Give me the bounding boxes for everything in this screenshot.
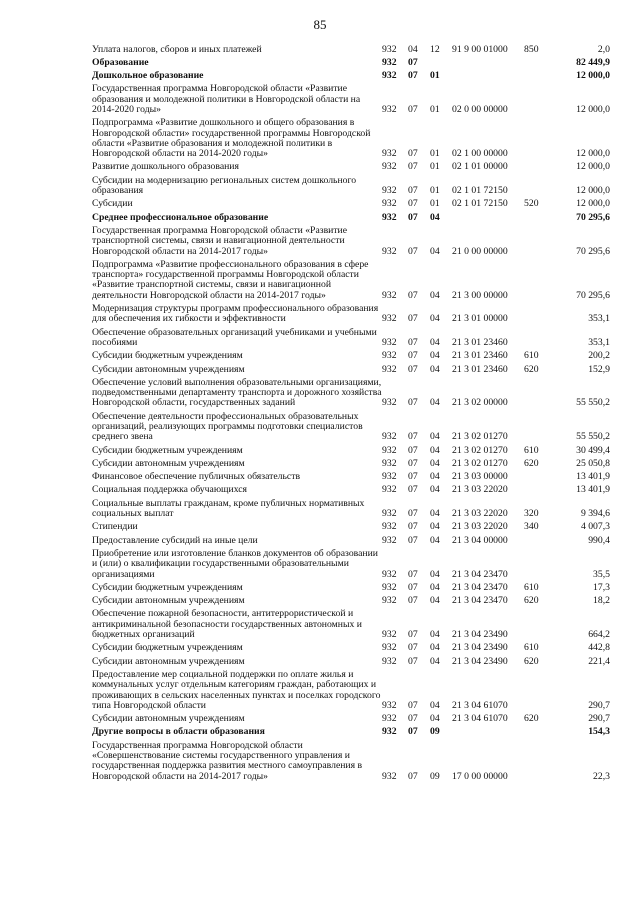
expense-type-code: 620: [524, 595, 539, 607]
expense-type-code: 610: [524, 350, 539, 362]
amount: 25 050,8: [576, 457, 610, 469]
row-name: Дошкольное образование: [92, 70, 204, 82]
section-code: 07: [408, 431, 418, 443]
subsection-code: 04: [430, 568, 440, 580]
target-item-code: 21 3 04 61070: [452, 699, 508, 711]
ministry-code: 932: [382, 70, 397, 82]
ministry-code: 932: [382, 313, 397, 325]
ministry-code: 932: [382, 350, 397, 362]
amount: 13 401,9: [576, 471, 610, 483]
target-item-code: 21 3 04 23470: [452, 568, 508, 580]
row-name: Субсидии автономным учреждениям: [92, 713, 245, 725]
expense-type-code: 340: [524, 521, 539, 533]
expense-type-code: 610: [524, 642, 539, 654]
section-code: 07: [408, 70, 418, 82]
section-code: 07: [408, 313, 418, 325]
table-row: [92, 409, 610, 443]
table-row: [92, 69, 610, 82]
row-name: Уплата налогов, сборов и иных платежей: [92, 43, 262, 55]
expense-type-code: [524, 375, 550, 409]
amount: 18,2: [593, 595, 610, 607]
table-row: [92, 116, 610, 160]
amount: 35,5: [593, 568, 610, 580]
ministry-code: 932: [382, 431, 397, 443]
expense-type-code: [524, 725, 550, 738]
ministry-code: 932: [382, 289, 397, 301]
ministry-code: 932: [382, 471, 397, 483]
budget-table: [92, 42, 610, 782]
subsection-code: 04: [430, 457, 440, 469]
section-code: 07: [408, 655, 418, 667]
target-item-code: 21 3 03 00000: [452, 471, 508, 483]
ministry-code: 932: [382, 568, 397, 580]
amount: 12 000,0: [576, 70, 610, 82]
target-item-code: 02 1 01 72150: [452, 185, 508, 197]
subsection-code: 04: [430, 699, 440, 711]
amount: 290,7: [588, 713, 610, 725]
section-code: 04: [408, 43, 418, 55]
row-name: Субсидии бюджетным учреждениям: [92, 642, 243, 654]
table-row: [92, 580, 610, 593]
ministry-code: 932: [382, 508, 397, 520]
section-code: 07: [408, 642, 418, 654]
row-name: Финансовое обеспечение публичных обязательств: [92, 471, 301, 483]
row-name: Государственная программа Новгородской области «Развитие транспортной системы, связи и навигационной деятельности Новгородской области на 2014-2017 годы»: [92, 224, 348, 257]
expense-type-code: [524, 173, 550, 197]
ministry-code: 932: [382, 211, 397, 223]
amount: 22,3: [593, 770, 610, 782]
expense-type-code: 620: [524, 457, 539, 469]
subsection-code: 04: [430, 595, 440, 607]
expense-type-code: [524, 483, 550, 496]
ministry-code: 932: [382, 595, 397, 607]
expense-type-code: [524, 470, 550, 483]
expense-type-code: [524, 210, 550, 223]
subsection-code: 04: [430, 581, 440, 593]
page-number: 85: [313, 17, 327, 32]
expense-type-code: 620: [524, 363, 539, 375]
target-item-code: 02 1 01 00000: [452, 161, 508, 173]
expense-type-code: [524, 160, 550, 173]
table-row: [92, 594, 610, 607]
ministry-code: 932: [382, 397, 397, 409]
section-code: 07: [408, 484, 418, 496]
target-item-code: [452, 55, 524, 68]
amount: 13 401,9: [576, 484, 610, 496]
target-item-code: 21 3 02 01270: [452, 457, 508, 469]
ministry-code: 932: [382, 457, 397, 469]
subsection-code: 04: [430, 363, 440, 375]
target-item-code: 21 3 04 23490: [452, 629, 508, 641]
row-name: Другие вопросы в области образования: [92, 726, 265, 738]
target-item-code: [452, 725, 524, 738]
amount: 70 295,6: [576, 245, 610, 257]
subsection-code: 04: [430, 444, 440, 456]
section-code: 07: [408, 568, 418, 580]
row-name: Социальные выплаты гражданам, кроме публичных нормативных социальных выплат: [92, 497, 365, 520]
target-item-code: 21 3 04 23490: [452, 642, 508, 654]
target-item-code: 21 3 04 23470: [452, 581, 508, 593]
subsection-code: 04: [430, 350, 440, 362]
target-item-code: 21 3 03 22020: [452, 521, 508, 533]
row-name: Субсидии: [92, 198, 133, 210]
table-row: [92, 725, 610, 738]
table-row: [92, 712, 610, 725]
expense-type-code: [524, 546, 550, 580]
row-name: Модернизация структуры программ профессионального образования для обеспечения их гибкости и эффективности: [92, 303, 379, 325]
subsection-code: 01: [430, 185, 440, 197]
table-row: [92, 520, 610, 533]
row-name: Обеспечение образовательных организаций учебниками и учебными пособиями: [92, 326, 377, 348]
amount: 12 000,0: [576, 103, 610, 115]
expense-type-code: [524, 607, 550, 641]
subsection-code: 04: [430, 336, 440, 348]
row-name: Субсидии автономным учреждениям: [92, 457, 245, 469]
expense-type-code: [524, 302, 550, 326]
subsection-code: 04: [430, 655, 440, 667]
amount: 12 000,0: [576, 148, 610, 160]
amount: 70 295,6: [576, 289, 610, 301]
subsection-code: 01: [430, 198, 440, 210]
expense-type-code: 320: [524, 508, 539, 520]
row-name: Приобретение или изготовление бланков документов об образовании и (или) о квалификации государственными образовательными организациями: [92, 547, 378, 580]
table-row: [92, 470, 610, 483]
table-row: [92, 325, 610, 349]
table-row: [92, 443, 610, 456]
section-code: 07: [408, 350, 418, 362]
table-row: [92, 197, 610, 210]
expense-type-code: [524, 82, 550, 116]
expense-type-code: [524, 533, 550, 546]
target-item-code: 21 3 02 00000: [452, 397, 508, 409]
subsection-code: 04: [430, 431, 440, 443]
target-item-code: 91 9 00 01000: [452, 43, 508, 55]
subsection-code: 04: [430, 289, 440, 301]
amount: 70 295,6: [576, 211, 610, 223]
target-item-code: 21 0 00 00000: [452, 245, 508, 257]
amount: 12 000,0: [576, 161, 610, 173]
amount: 442,8: [588, 642, 610, 654]
ministry-code: 932: [382, 726, 397, 738]
section-code: 07: [408, 457, 418, 469]
table-row: [92, 456, 610, 469]
amount: 664,2: [588, 629, 610, 641]
target-item-code: 21 3 01 00000: [452, 313, 508, 325]
expense-type-code: [524, 69, 550, 82]
table-row: [92, 496, 610, 520]
ministry-code: 932: [382, 581, 397, 593]
row-name: Предоставление мер социальной поддержки по оплате жилья и коммунальных услуг отдельным категориям граждан, работающих и проживающих в сельских населенных пунктах и поселках городского типа Новгородской области: [92, 668, 381, 711]
target-item-code: 21 3 01 23460: [452, 350, 508, 362]
row-name: Обеспечение пожарной безопасности, антитеррористической и антикриминальной безопасности государственных автономных и бюджетных организаций: [92, 608, 362, 641]
amount: 2,0: [597, 43, 610, 55]
amount: 9 394,6: [580, 508, 610, 520]
expense-type-code: 610: [524, 581, 539, 593]
table-row: [92, 546, 610, 580]
expense-type-code: [524, 738, 550, 782]
table-row: [92, 42, 610, 55]
target-item-code: 21 3 02 01270: [452, 431, 508, 443]
subsection-code: 04: [430, 471, 440, 483]
ministry-code: 932: [382, 770, 397, 782]
amount: 353,1: [588, 313, 610, 325]
subsection-code: 01: [430, 103, 440, 115]
table-row: [92, 641, 610, 654]
amount: 17,3: [593, 581, 610, 593]
ministry-code: 932: [382, 56, 397, 68]
row-name: Субсидии автономным учреждениям: [92, 363, 245, 375]
table-row: [92, 173, 610, 197]
target-item-code: 21 3 01 23460: [452, 336, 508, 348]
section-code: 07: [408, 161, 418, 173]
table-row: [92, 607, 610, 641]
ministry-code: 932: [382, 642, 397, 654]
row-name: Среднее профессиональное образование: [92, 211, 269, 223]
expense-type-code: 620: [524, 713, 539, 725]
subsection-code: 09: [430, 726, 440, 738]
expense-type-code: 610: [524, 444, 539, 456]
section-code: 07: [408, 699, 418, 711]
target-item-code: 02 1 01 72150: [452, 198, 508, 210]
target-item-code: [452, 210, 524, 223]
row-name: Социальная поддержка обучающихся: [92, 484, 248, 496]
ministry-code: 932: [382, 185, 397, 197]
amount: 290,7: [588, 699, 610, 711]
amount: 12 000,0: [576, 198, 610, 210]
ministry-code: 932: [382, 161, 397, 173]
expense-type-code: [524, 257, 550, 301]
amount: 4 007,3: [580, 521, 610, 533]
amount: 12 000,0: [576, 185, 610, 197]
ministry-code: 932: [382, 484, 397, 496]
ministry-code: 932: [382, 148, 397, 160]
table-row: [92, 483, 610, 496]
section-code: 07: [408, 211, 418, 223]
table-row: [92, 654, 610, 667]
expense-type-code: [524, 409, 550, 443]
section-code: 07: [408, 726, 418, 738]
section-code: 07: [408, 581, 418, 593]
row-name: Субсидии на модернизацию региональных систем дошкольного образования: [92, 174, 357, 197]
subsection-code: 09: [430, 770, 440, 782]
target-item-code: 21 3 04 61070: [452, 713, 508, 725]
target-item-code: 21 3 02 01270: [452, 444, 508, 456]
subsection-code: [430, 55, 452, 68]
expense-type-code: 850: [524, 43, 539, 55]
amount: 82 449,9: [576, 56, 610, 68]
table-row: [92, 210, 610, 223]
table-row: [92, 738, 610, 782]
section-code: 07: [408, 713, 418, 725]
subsection-code: 04: [430, 713, 440, 725]
target-item-code: 21 3 04 00000: [452, 534, 508, 546]
amount: 30 499,4: [576, 444, 610, 456]
ministry-code: 932: [382, 521, 397, 533]
subsection-code: 04: [430, 534, 440, 546]
amount: 55 550,2: [576, 397, 610, 409]
subsection-code: 01: [430, 161, 440, 173]
target-item-code: 17 0 00 00000: [452, 770, 508, 782]
row-name: Подпрограмма «Развитие дошкольного и общего образования в Новгородской области» государственной программы Новгородской области «Развитие образования и молодежной политики в Новгородской области на 2014-2020 годы»: [92, 117, 371, 160]
target-item-code: 21 3 03 22020: [452, 484, 508, 496]
table-row: [92, 362, 610, 375]
amount: 152,9: [588, 363, 610, 375]
subsection-code: 01: [430, 148, 440, 160]
subsection-code: 04: [430, 484, 440, 496]
section-code: 07: [408, 245, 418, 257]
section-code: 07: [408, 185, 418, 197]
ministry-code: 932: [382, 198, 397, 210]
ministry-code: 932: [382, 655, 397, 667]
expense-type-code: 520: [524, 198, 539, 210]
ministry-code: 932: [382, 699, 397, 711]
amount: 353,1: [588, 336, 610, 348]
row-name: Субсидии автономным учреждениям: [92, 595, 245, 607]
table-row: [92, 349, 610, 362]
section-code: 07: [408, 629, 418, 641]
row-name: Подпрограмма «Развитие профессионального образования в сфере транспорта» государственной программы Новгородской области «Развитие транспортной системы, связи и навигационной деятельности Новгородской области на 2014-2017 годы»: [92, 258, 369, 301]
expense-type-code: [524, 55, 550, 68]
row-name: Субсидии бюджетным учреждениям: [92, 350, 243, 362]
table-row: [92, 302, 610, 326]
ministry-code: 932: [382, 629, 397, 641]
row-name: Стипендии: [92, 521, 138, 533]
ministry-code: 932: [382, 363, 397, 375]
subsection-code: 12: [430, 43, 440, 55]
subsection-code: 04: [430, 521, 440, 533]
section-code: 07: [408, 521, 418, 533]
row-name: Обеспечение деятельности профессиональных образовательных организаций, реализующих программы подготовки специалистов среднего звена: [92, 410, 363, 443]
section-code: 07: [408, 363, 418, 375]
expense-type-code: [524, 667, 550, 711]
row-name: Образование: [92, 56, 149, 68]
expense-type-code: [524, 116, 550, 160]
row-name: Государственная программа Новгородской области «Развитие образования и молодежной политики в Новгородской области на 2014-2020 годы»: [92, 83, 361, 115]
section-code: 07: [408, 289, 418, 301]
expense-type-code: [524, 223, 550, 257]
amount: 200,2: [588, 350, 610, 362]
section-code: 07: [408, 198, 418, 210]
row-name: Государственная программа Новгородской области «Совершенствование системы государственного управления и государственная поддержка развития местного самоуправления в Новгородской области на 2014-2017 годы»: [92, 739, 363, 782]
section-code: 07: [408, 336, 418, 348]
section-code: 07: [408, 444, 418, 456]
section-code: 07: [408, 534, 418, 546]
ministry-code: 932: [382, 103, 397, 115]
section-code: 07: [408, 770, 418, 782]
amount: 154,3: [588, 726, 610, 738]
ministry-code: 932: [382, 534, 397, 546]
target-item-code: 21 3 03 22020: [452, 508, 508, 520]
row-name: Субсидии бюджетным учреждениям: [92, 581, 243, 593]
table-row: [92, 375, 610, 409]
ministry-code: 932: [382, 444, 397, 456]
target-item-code: [452, 69, 524, 82]
section-code: 07: [408, 148, 418, 160]
table-row: [92, 223, 610, 257]
expense-type-code: [524, 325, 550, 349]
row-name: Обеспечение условий выполнения образовательными организациями, подведомственными департаменту транспорта и дорожного хозяйства Новгородской области, государственных заданий: [92, 376, 382, 409]
target-item-code: 02 0 00 00000: [452, 103, 508, 115]
target-item-code: 21 3 04 23470: [452, 595, 508, 607]
section-code: 07: [408, 397, 418, 409]
subsection-code: 04: [430, 629, 440, 641]
table-row: [92, 257, 610, 301]
section-code: 07: [408, 508, 418, 520]
section-code: 07: [408, 56, 418, 68]
ministry-code: 932: [382, 713, 397, 725]
amount: 55 550,2: [576, 431, 610, 443]
ministry-code: 932: [382, 336, 397, 348]
section-code: 07: [408, 471, 418, 483]
table-row: [92, 160, 610, 173]
ministry-code: 932: [382, 245, 397, 257]
table-row: [92, 55, 610, 68]
subsection-code: 04: [430, 313, 440, 325]
target-item-code: 21 3 04 23490: [452, 655, 508, 667]
subsection-code: 04: [430, 245, 440, 257]
table-row: [92, 667, 610, 711]
row-name: Развитие дошкольного образования: [92, 161, 239, 173]
row-name: Субсидии бюджетным учреждениям: [92, 444, 243, 456]
table-row: [92, 82, 610, 116]
expense-type-code: 620: [524, 655, 539, 667]
target-item-code: 02 1 00 00000: [452, 148, 508, 160]
subsection-code: 04: [430, 397, 440, 409]
ministry-code: 932: [382, 43, 397, 55]
amount: 221,4: [588, 655, 610, 667]
subsection-code: 01: [430, 70, 440, 82]
section-code: 07: [408, 103, 418, 115]
row-name: Субсидии автономным учреждениям: [92, 655, 245, 667]
amount: 990,4: [588, 534, 610, 546]
target-item-code: 21 3 00 00000: [452, 289, 508, 301]
table-row: [92, 533, 610, 546]
subsection-code: 04: [430, 211, 440, 223]
target-item-code: 21 3 01 23460: [452, 363, 508, 375]
subsection-code: 04: [430, 642, 440, 654]
subsection-code: 04: [430, 508, 440, 520]
row-name: Предоставление субсидий на иные цели: [92, 534, 258, 546]
section-code: 07: [408, 595, 418, 607]
